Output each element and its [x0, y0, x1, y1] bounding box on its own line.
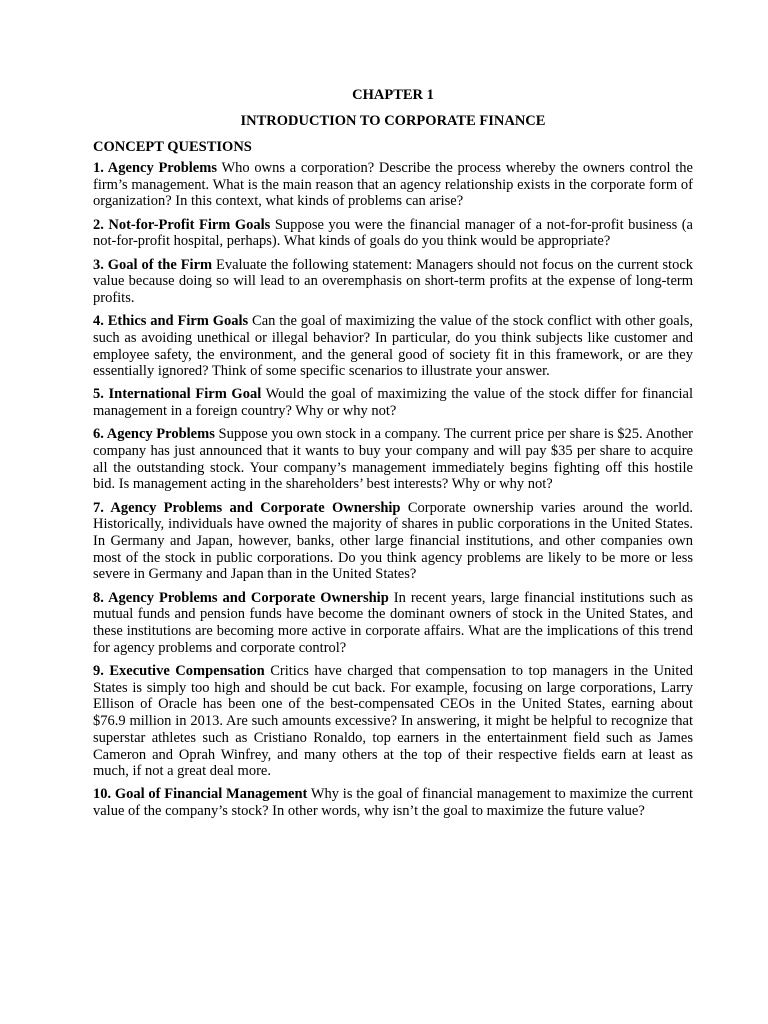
question-heading: 9. Executive Compensation — [93, 662, 265, 679]
question-text: Suppose you were the financial manager of a not-for-profit business (a not-for-profit hospital, perhaps). What kinds of goals do you think would be appropriate? — [93, 216, 693, 250]
question-heading: 6. Agency Problems — [93, 426, 215, 443]
question-heading: 4. Ethics and Firm Goals — [93, 313, 249, 330]
question-text: Would the goal of maximizing the value of the stock differ for financial management in a foreign country? Why or why not? — [93, 386, 693, 420]
question-text: Critics have charged that compensation to top managers in the United States is simply too high and should be cut back. For example, focusing on large corporations, Larry Ellison of Oracle has been one of the best-compensated CEOs in the United States, earning about $76.9 million in 2013. Are such amounts excessive? In answering, it might be helpful to recognize that superstar athletes such as Cristiano Ronaldo, top earners in the entertainment field such as James Cameron and Oprah Winfrey, and many others at the top of their respective fields earn at least as much, if not a great deal more. — [93, 662, 694, 780]
question-text: Suppose you own stock in a company. The current price per share is $25. Another company has just announced that it wants to buy your company and will pay $35 per share to acquire all the outstanding stock. Your company’s management immediately begins fighting off this hostile bid. Is management acting in the shareholders’ best interests? Why or why not? — [93, 426, 693, 493]
section-heading: CONCEPT QUESTIONS — [93, 139, 252, 155]
question-heading: 7. Agency Problems and Corporate Ownership — [93, 499, 401, 516]
question-6 — [93, 426, 693, 493]
question-heading: 1. Agency Problems — [93, 160, 217, 176]
question-5 — [93, 386, 693, 419]
question-10 — [93, 786, 693, 819]
question-heading: 3. Goal of the Firm — [93, 256, 213, 273]
question-2 — [93, 217, 693, 250]
question-heading: 10. Goal of Financial Management — [93, 786, 308, 803]
question-4 — [93, 313, 693, 380]
question-3 — [93, 257, 693, 307]
question-text: Can the goal of maximizing the value of the stock conflict with other goals, such as avoiding unethical or illegal behavior? In particular, do you think subjects like customer and employee safety, the environment, and the general good of society fit in this framework, or are they essentially ignored? Think of some specific scenarios to illustrate your answer. — [93, 313, 694, 380]
question-text: Corporate ownership varies around the world. Historically, individuals have owned the majority of shares in public corporations in the United States. In Germany and Japan, however, banks, other large financial institutions, and other companies own most of the stock in public corporations. Do you think agency problems are likely to be more or less severe in Germany and Japan than in the United States? — [93, 499, 693, 583]
question-text: Who owns a corporation? Describe the process whereby the owners control the firm’s management. What is the main reason that an agency relationship exists in the corporate form of organization? In this context, what kinds of problems can arise? — [93, 160, 693, 210]
question-text: Why is the goal of financial management to maximize the current value of the company’s stock? In other words, why isn’t the goal to maximize the future value? — [93, 786, 693, 820]
chapter-label: CHAPTER 1 — [352, 87, 434, 103]
question-text: Evaluate the following statement: Managers should not focus on the current stock value because doing so will lead to an overemphasis on short-term profits at the expense of long-term profits. — [93, 256, 694, 306]
question-7 — [93, 500, 693, 584]
question-heading: 8. Agency Problems and Corporate Ownership — [93, 589, 389, 606]
question-1 — [93, 160, 693, 210]
question-heading: 5. International Firm Goal — [93, 386, 262, 403]
question-9 — [93, 663, 693, 780]
question-heading: 2. Not-for-Profit Firm Goals — [93, 216, 271, 233]
chapter-title: INTRODUCTION TO CORPORATE FINANCE — [240, 113, 546, 129]
question-8 — [93, 590, 693, 657]
question-text: In recent years, large financial institutions such as mutual funds and pension funds have become the dominant owners of stock in the United States, and these institutions are becoming more active in corporate affairs. What are the implications of this trend for agency problems and corporate control? — [93, 589, 694, 656]
